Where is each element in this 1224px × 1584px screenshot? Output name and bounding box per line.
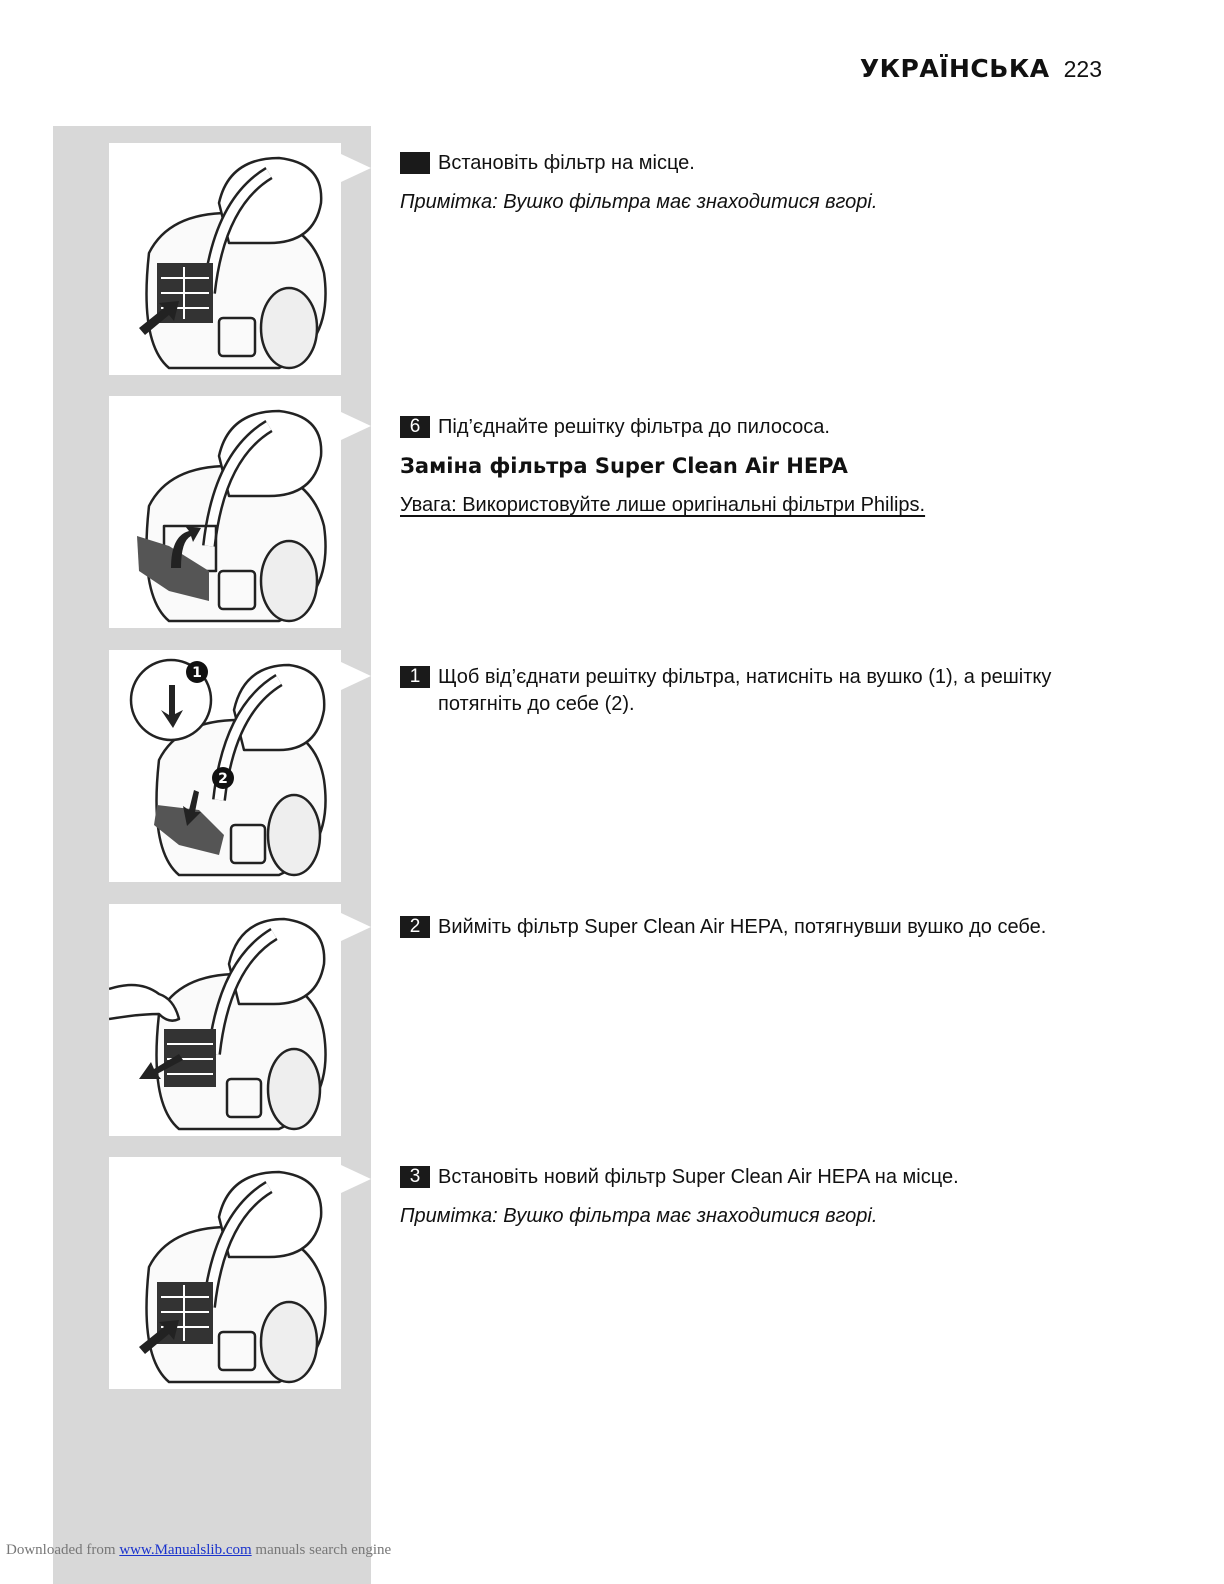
caution-text: Увага: Використовуйте лише оригінальні фільтри Philips.	[400, 494, 926, 516]
section-heading: Заміна фільтра Super Clean Air HEPA	[400, 454, 848, 478]
step-number: 3	[400, 1166, 430, 1188]
step-text: Під’єднайте решітку фільтра до пилососа.	[438, 416, 830, 438]
page-header	[860, 54, 1102, 83]
vacuum-illustration-icon	[109, 396, 341, 628]
step-number: 6	[400, 416, 430, 438]
step-pointer	[341, 154, 371, 182]
vacuum-illustration-icon	[109, 143, 341, 375]
step-note: Примітка: Вушко фільтра має знаходитися вгорі.	[400, 191, 878, 213]
illustration-detach-grille	[109, 650, 341, 882]
step-block	[400, 150, 1120, 216]
step-block	[400, 1164, 1120, 1230]
page-number: 223	[1063, 56, 1102, 82]
language-label: УКРАЇНСЬКА	[859, 54, 1050, 83]
illustration-remove-hepa-filter	[109, 904, 341, 1136]
manualslib-link[interactable]: www.Manualslib.com	[119, 1542, 252, 1558]
step-pointer	[341, 662, 371, 690]
step-block	[400, 414, 1120, 519]
illustration-attach-grille	[109, 396, 341, 628]
step-pointer	[341, 412, 371, 440]
step-pointer	[341, 913, 371, 941]
footer-suffix: manuals search engine	[255, 1542, 392, 1558]
callout-1: 1	[192, 665, 202, 681]
step-block	[400, 914, 1120, 941]
step-text: Встановіть фільтр на місце.	[438, 152, 695, 174]
step-block	[400, 664, 1120, 718]
step-number: 2	[400, 916, 430, 938]
step-number	[400, 152, 430, 174]
illustration-install-new-filter	[109, 1157, 341, 1389]
step-pointer	[341, 1165, 371, 1193]
step-text: Встановіть новий фільтр Super Clean Air HEPA на місце.	[438, 1166, 959, 1188]
step-note: Примітка: Вушко фільтра має знаходитися вгорі.	[400, 1205, 878, 1227]
download-footer	[6, 1542, 391, 1559]
vacuum-illustration-icon	[109, 1157, 341, 1389]
step-text: Щоб від’єднати решітку фільтра, натисніть на вушко (1), а решітку потягніть до себе (2).	[438, 666, 1052, 715]
illustration-insert-filter	[109, 143, 341, 375]
callout-2: 2	[218, 771, 228, 787]
vacuum-illustration-icon	[109, 650, 341, 882]
step-number: 1	[400, 666, 430, 688]
vacuum-illustration-icon	[109, 904, 341, 1136]
footer-prefix: Downloaded from	[6, 1542, 116, 1558]
step-text: Вийміть фільтр Super Clean Air HEPA, потягнувши вушко до себе.	[438, 916, 1047, 938]
